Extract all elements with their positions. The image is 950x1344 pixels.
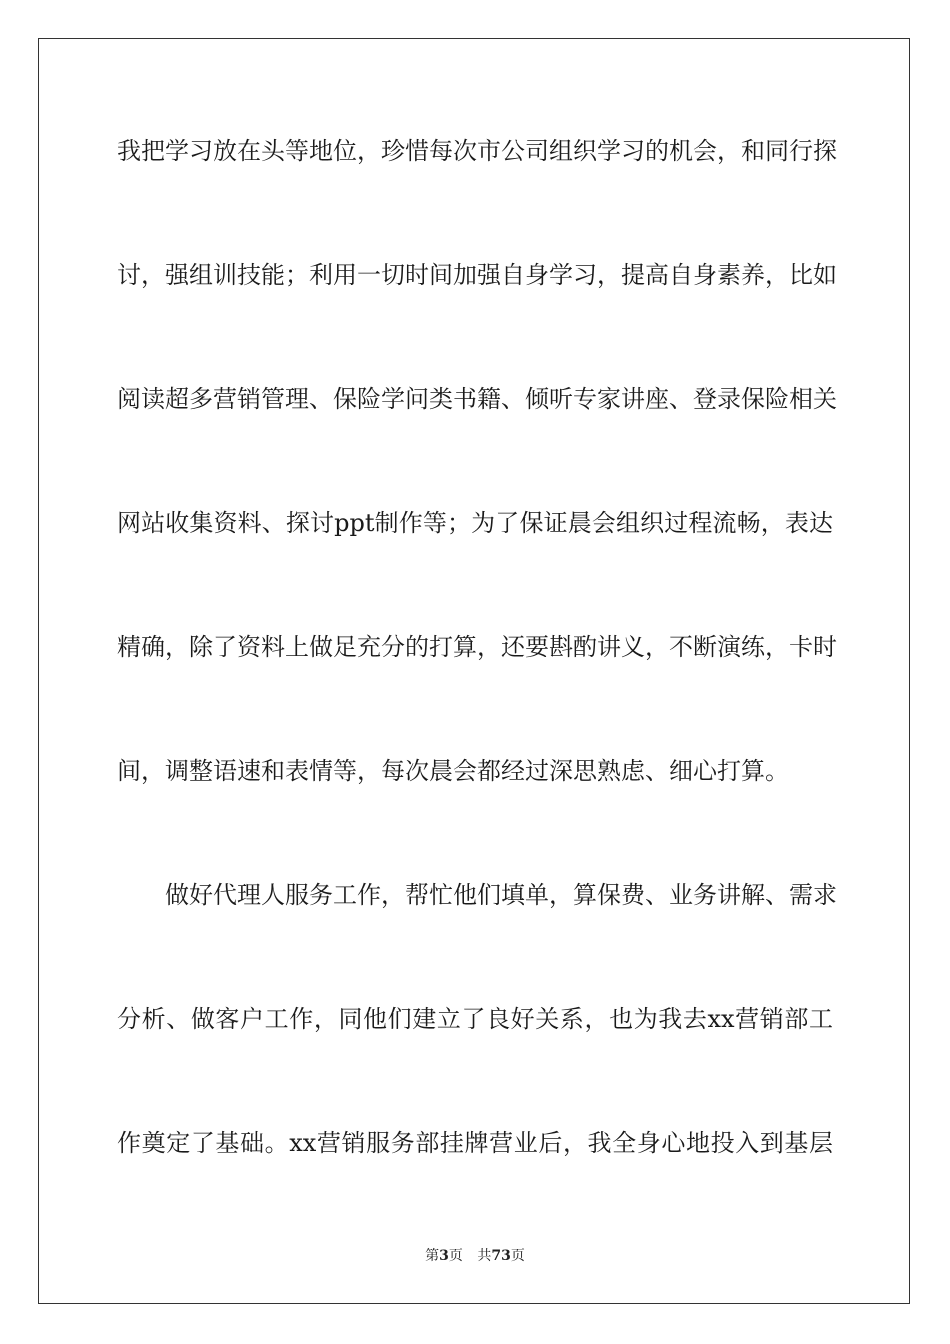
text-line-1: 我把学习放在头等地位，珍惜每次市公司组织学习的机会，和同行探 <box>117 137 837 165</box>
text-line-8: 分析、做客户工作，同他们建立了良好关系，也为我去xx营销部工 <box>117 1005 833 1033</box>
current-page-number: 3 <box>439 1248 449 1264</box>
total-pages-indicator: 共73页 <box>477 1248 525 1264</box>
text-line-7: 做好代理人服务工作，帮忙他们填单，算保费、业务讲解、需求 <box>165 881 837 909</box>
total-page-number: 73 <box>491 1248 511 1264</box>
text-line-2: 讨，强组训技能；利用一切时间加强自身学习，提高自身素养，比如 <box>117 261 837 289</box>
page-indicator: 第3页 <box>425 1248 463 1264</box>
text-line-4: 网站收集资料、探讨ppt制作等；为了保证晨会组织过程流畅，表达 <box>117 509 833 537</box>
text-line-5: 精确，除了资料上做足充分的打算，还要斟酌讲义，不断演练，卡时 <box>117 633 837 661</box>
text-line-6: 间，调整语速和表情等，每次晨会都经过深思熟虑、细心打算。 <box>117 757 789 785</box>
text-line-9: 作奠定了基础。xx营销服务部挂牌营业后，我全身心地投入到基层 <box>117 1129 833 1157</box>
page-footer <box>0 1245 950 1265</box>
text-line-3: 阅读超多营销管理、保险学问类书籍、倾听专家讲座、登录保险相关 <box>117 385 837 413</box>
page-border <box>38 38 910 1304</box>
